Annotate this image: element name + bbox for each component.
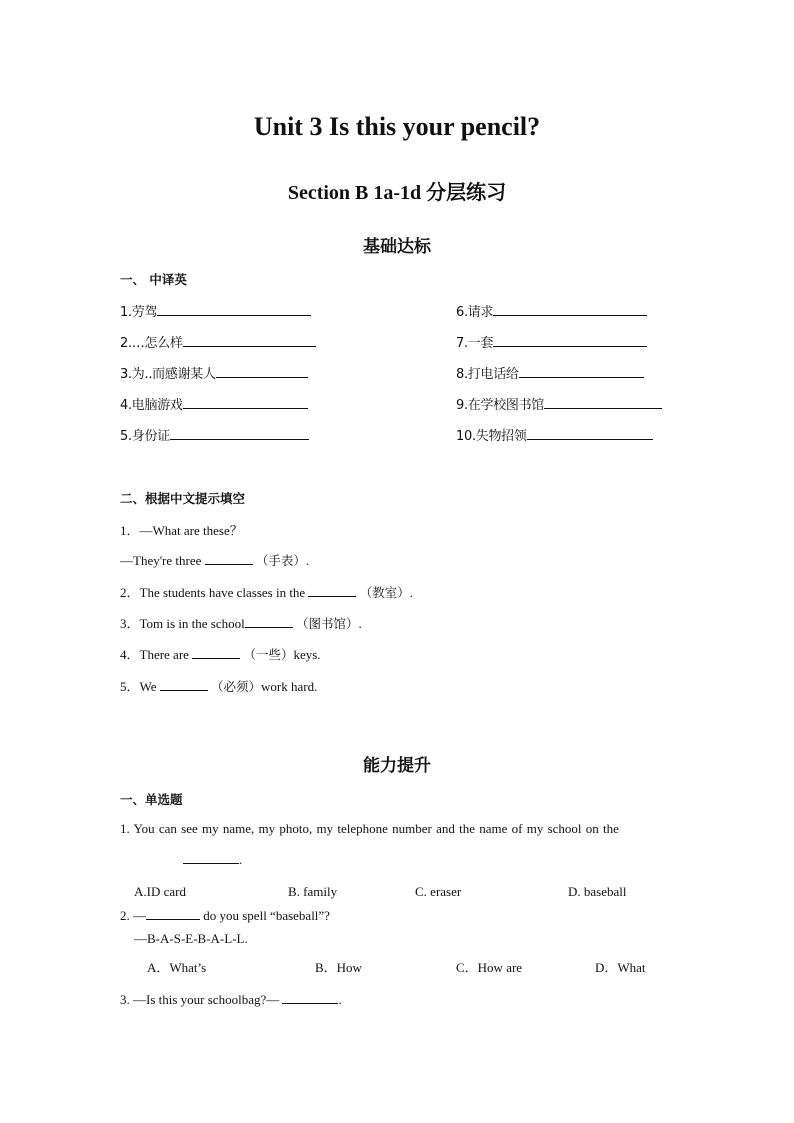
question-text: keys. xyxy=(293,647,321,662)
basic-level-heading: 基础达标 xyxy=(363,237,431,257)
translation-prompt: 9.在学校图书馆 xyxy=(456,398,545,413)
translation-item xyxy=(456,425,653,444)
answer-blank[interactable] xyxy=(282,991,338,1004)
option-c[interactable]: C. eraser xyxy=(415,884,462,899)
option-d[interactable]: D. baseball xyxy=(568,884,627,899)
mc-question-1: 1. You can see my name, my photo, my telephone number and the name of my school on the xyxy=(120,821,619,836)
translation-item xyxy=(120,332,316,351)
question-text: 4．There are xyxy=(120,647,193,662)
answer-blank[interactable] xyxy=(183,396,308,409)
option-c[interactable]: C．How are xyxy=(456,960,523,975)
answer-blank[interactable] xyxy=(192,646,240,659)
answer-blank[interactable] xyxy=(216,365,308,378)
answer-blank[interactable] xyxy=(160,678,208,691)
question-text: —They're three xyxy=(120,553,205,568)
option-a[interactable]: A.ID card xyxy=(134,884,186,899)
translation-item xyxy=(456,394,662,413)
answer-blank[interactable] xyxy=(146,907,200,920)
answer-blank[interactable] xyxy=(157,303,311,316)
translation-prompt: 1.劳驾 xyxy=(120,305,158,320)
chinese-hint: （一些） xyxy=(243,647,294,662)
option-b[interactable]: B. family xyxy=(288,884,338,899)
question-text: . xyxy=(305,553,310,568)
question-text: . xyxy=(338,992,342,1007)
question-text: do you spell “baseball”? xyxy=(200,908,330,923)
chinese-hint: （必须） xyxy=(211,679,262,694)
fill-question-1b xyxy=(120,551,309,569)
part3-heading: 一、单选题 xyxy=(120,792,183,807)
translation-prompt: 6.请求 xyxy=(456,305,494,320)
mc-question-3 xyxy=(120,991,342,1008)
page-title: Unit 3 Is this your pencil? xyxy=(253,112,541,141)
answer-blank[interactable] xyxy=(527,427,653,440)
section-subtitle: Section B 1a-1d 分层练习 xyxy=(287,182,507,204)
chinese-hint: （图书馆） xyxy=(296,616,359,631)
translation-prompt: 2.…怎么样 xyxy=(120,336,183,351)
translation-prompt: 3.为..而感谢某人 xyxy=(120,367,216,382)
translation-prompt: 5.身份证 xyxy=(120,429,170,444)
translation-prompt: 10.失物招领 xyxy=(456,429,527,444)
translation-prompt: 7.一套 xyxy=(456,336,494,351)
translation-item xyxy=(456,363,644,382)
answer-blank[interactable] xyxy=(544,396,662,409)
fill-question-1a: 1．—What are these？ xyxy=(120,523,243,538)
option-d[interactable]: D．What xyxy=(595,960,646,975)
mc-question-2-answer: —B-A-S-E-B-A-L-L. xyxy=(134,931,248,946)
mc-question-1-blank-line xyxy=(183,851,242,868)
question-text: . xyxy=(409,585,413,600)
translation-item xyxy=(456,301,647,320)
part2-heading: 二、根据中文提示填空 xyxy=(120,491,246,506)
translation-item xyxy=(456,332,647,351)
fill-question-5 xyxy=(120,676,317,695)
question-text: . xyxy=(239,852,243,867)
fill-question-4 xyxy=(120,644,321,663)
question-text: 2．The students have classes in the xyxy=(120,585,309,600)
answer-blank[interactable] xyxy=(183,334,316,347)
fill-question-3 xyxy=(120,613,362,632)
translation-item xyxy=(120,363,308,382)
translation-item xyxy=(120,425,309,444)
question-text: work hard. xyxy=(261,679,318,694)
translation-item xyxy=(120,394,308,413)
chinese-hint: （教室） xyxy=(359,585,410,600)
answer-blank[interactable] xyxy=(308,584,356,597)
question-text: 3．Tom is in the school xyxy=(120,616,245,631)
chinese-hint: （手表） xyxy=(255,553,306,568)
answer-blank[interactable] xyxy=(493,303,647,316)
question-text: 2. — xyxy=(120,908,146,923)
option-b[interactable]: B．How xyxy=(315,960,362,975)
answer-blank[interactable] xyxy=(205,552,253,565)
fill-question-2 xyxy=(120,582,413,601)
question-text: . xyxy=(358,616,362,631)
mc-question-2 xyxy=(120,907,330,924)
answer-blank[interactable] xyxy=(519,365,644,378)
translation-prompt: 8.打电话给 xyxy=(456,367,519,382)
translation-item xyxy=(120,301,311,320)
question-text: 3. —Is this your schoolbag?— xyxy=(120,992,283,1007)
advanced-level-heading: 能力提升 xyxy=(363,756,431,776)
translation-prompt: 4.电脑游戏 xyxy=(120,398,183,413)
option-a[interactable]: A．What’s xyxy=(147,960,207,975)
part1-heading: 一、 中译英 xyxy=(120,272,187,287)
question-text: 5．We xyxy=(120,679,160,694)
answer-blank[interactable] xyxy=(493,334,647,347)
answer-blank[interactable] xyxy=(183,851,239,864)
answer-blank[interactable] xyxy=(170,427,309,440)
answer-blank[interactable] xyxy=(245,615,293,628)
